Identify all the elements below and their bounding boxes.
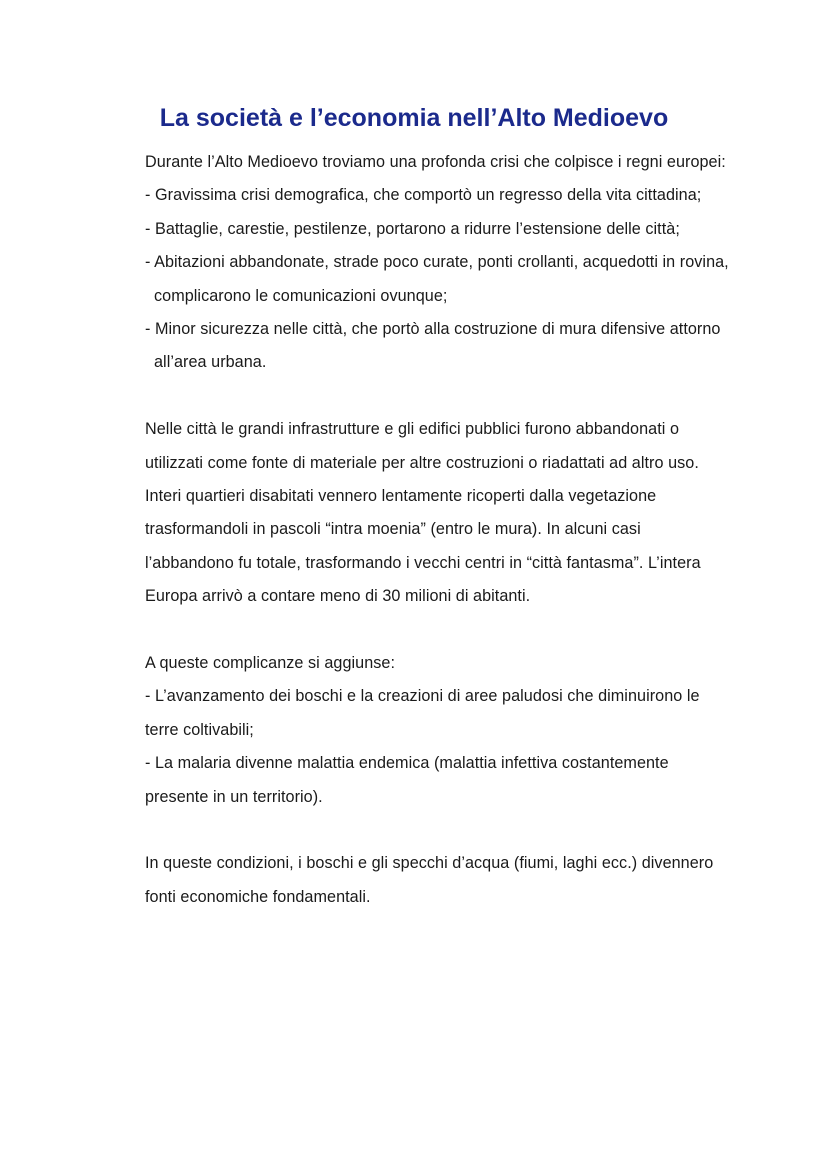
page-title: La società e l’economia nell’Alto Medioevo (159, 104, 669, 132)
complications-intro: A queste complicanze si aggiunse: (145, 654, 396, 673)
complication-1: - L’avanzamento dei boschi e la creazioni di aree paludosi che diminuirono le terre coltivabili; (145, 687, 700, 739)
crisis-point-4: - Minor sicurezza nelle città, che portò alla costruzione di mura difensive attorno all’area urbana. (145, 320, 721, 372)
complication-2: - La malaria divenne malattia endemica (malattia infettiva costantemente presente in un territorio). (145, 754, 669, 806)
cities-paragraph: Nelle città le grandi infrastrutture e gli edifici pubblici furono abbandonati o utilizzati come fonte di materiale per altre costruzioni o riadattati ad altro uso. Interi quartieri disabitati vennero lentamente ricoperti dalla vegetazione trasformandoli in pascoli “intra moenia” (entro le mura). In alcuni casi l’abbandono fu totale, trasformando i vecchi centri in “città fantasma”. L’intera Europa arrivò a contare meno di 30 milioni di abitanti. (145, 420, 701, 606)
intro-paragraph: Durante l’Alto Medioevo troviamo una profonda crisi che colpisce i regni europei: (145, 153, 726, 171)
conclusion-paragraph: In queste condizioni, i boschi e gli specchi d’acqua (fiumi, laghi ecc.) divennero fonti economiche fondamentali. (145, 854, 714, 906)
paragraph-spacer (145, 380, 730, 413)
paragraph-spacer (145, 814, 730, 847)
crisis-point-3: - Abitazioni abbandonate, strade poco curate, ponti crollanti, acquedotti in rovina, complicarono le comunicazioni ovunque; (145, 253, 729, 305)
crisis-point-1: - Gravissima crisi demografica, che comportò un regresso della vita cittadina; (145, 186, 702, 205)
crisis-point-2: - Battaglie, carestie, pestilenze, portarono a ridurre l’estensione delle città; (145, 219, 680, 238)
document-body (145, 146, 730, 914)
paragraph-spacer (145, 614, 730, 647)
